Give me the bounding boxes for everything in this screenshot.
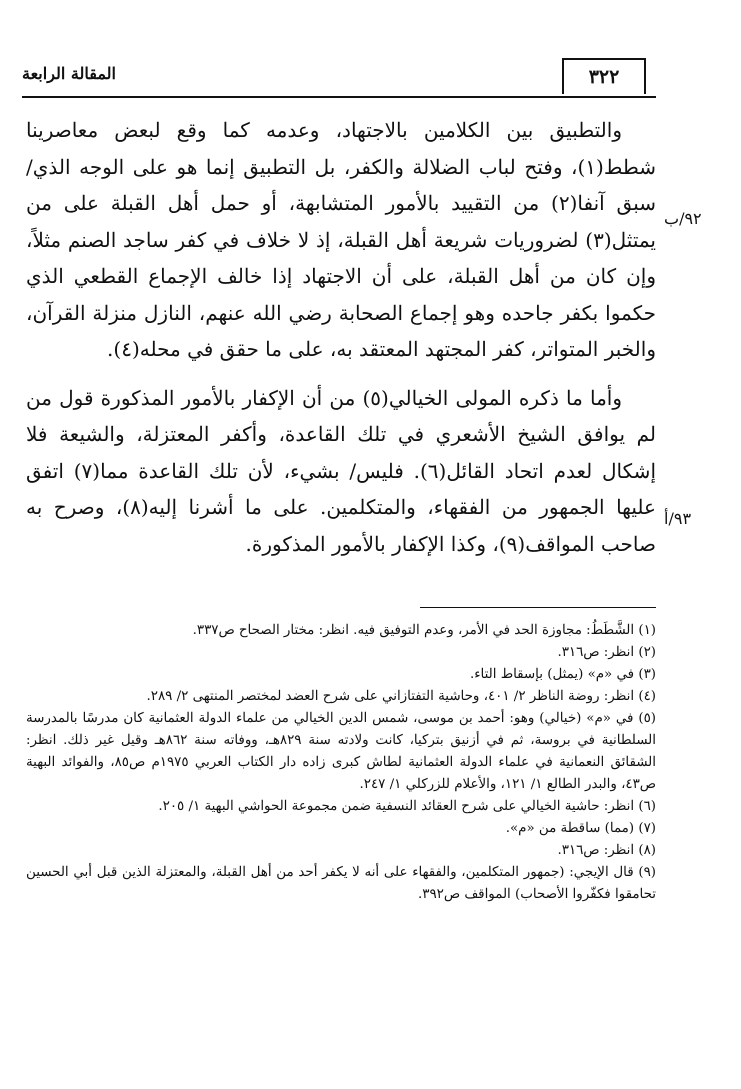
footnote-5: (٥) في «م» (خيالي) وهو: أحمد بن موسى، شمس الدين الخيالي من علماء الدولة العثمانية كان مدرسًا بالمدرسة السلطانية في بروسة، ثم في أزنيق بتركيا، كانت ولادته سنة ٨٢٩هـ، ووفاته سنة ٨٦٢هـ وقيل غير ذلك. انظر: الشقائق النعمانية في علماء الدولة العثمانية لطاش كبرى زاده دار الكتاب العربي ١٩٧٥م ص٨٥، والفوائد البهية ص٤٣، والبدر الطالع ١/ ١٢١، والأعلام للزركلي ١/ ٢٤٧. [26, 711, 656, 792]
chapter-title: المقالة الرابعة [22, 64, 116, 83]
footnote-8: (٨) انظر: ص٣١٦. [557, 843, 656, 858]
footnote-1: (١) الشَّطَطُ: مجاوزة الحد في الأمر، وعدم التوفيق فيه. انظر: مختار الصحاح ص٣٣٧. [192, 623, 656, 638]
footnote-3: (٣) في «م» (يمثل) بإسقاط التاء. [469, 667, 656, 682]
body-paragraph-1: والتطبيق بين الكلامين بالاجتهاد، وعدمه كما وقع لبعض معاصرينا شطط(١)، وفتح لباب الضلالة والكفر، بل التطبيق إنما هو على الوجه الذي/ سبق آنفا(٢) من التقييد بالأمور المتشابهة، أو حمل أهل القبلة على من يمتثل(٣) لضروريات شريعة أهل القبلة، إذ لا خلاف في كفر ساجد الصنم مثلاً، وإن كان من أهل القبلة، على أن الاجتهاد إذا خالف الإجماع القطعي الذي حكموا بكفر جاحده وهو إجماع الصحابة رضي الله عنهم، النازل منزلة القرآن، والخبر المتواتر، كفر المجتهد المعتقد به، على ما حقق في محله(٤). [26, 118, 656, 361]
margin-note-folio-92b: ٩٢/ب [664, 209, 702, 228]
footnote-2: (٢) انظر: ص٣١٦. [557, 645, 656, 660]
footnote-separator [420, 607, 656, 608]
main-text [26, 112, 656, 562]
footnote-6: (٦) انظر: حاشية الخيالي على شرح العقائد النسفية ضمن مجموعة الحواشي البهية ١/ ٢٠٥. [158, 799, 656, 814]
footnote-4: (٤) انظر: روضة الناظر ٢/ ٤٠١، وحاشية التفتازاني على شرح العضد لمختصر المنتهى ٢/ ٢٨٩. [146, 689, 656, 704]
footnote-7: (٧) (مما) ساقطة من «م». [505, 821, 656, 836]
footnotes [26, 620, 656, 906]
page-header [22, 58, 656, 98]
footnote-9: (٩) قال الإيجي: (جمهور المتكلمين، والفقهاء على أنه لا يكفر أحد من أهل القبلة، والمعتزلة الذين قبل أبي الحسين تحامقوا فكفّروا الأصحاب) المواقف ص٣٩٢. [26, 865, 656, 902]
margin-note-folio-93a: ٩٣/أ [664, 509, 692, 528]
body-paragraph-2: وأما ما ذكره المولى الخيالي(٥) من أن الإكفار بالأمور المذكورة قول من لم يوافق الشيخ الأشعري في تلك القاعدة، وأكفر المعتزلة، والشيعة فلا إشكال لعدم اتحاد القائل(٦). فليس/ بشيء، لأن تلك القاعدة مما(٧) اتفق عليها الجمهور من الفقهاء، والمتكلمين. على ما أشرنا إليه(٨)، وصرح به صاحب المواقف(٩)، وكذا الإكفار بالأمور المذكورة. [26, 385, 656, 556]
page-number: ٣٢٢ [562, 58, 646, 94]
